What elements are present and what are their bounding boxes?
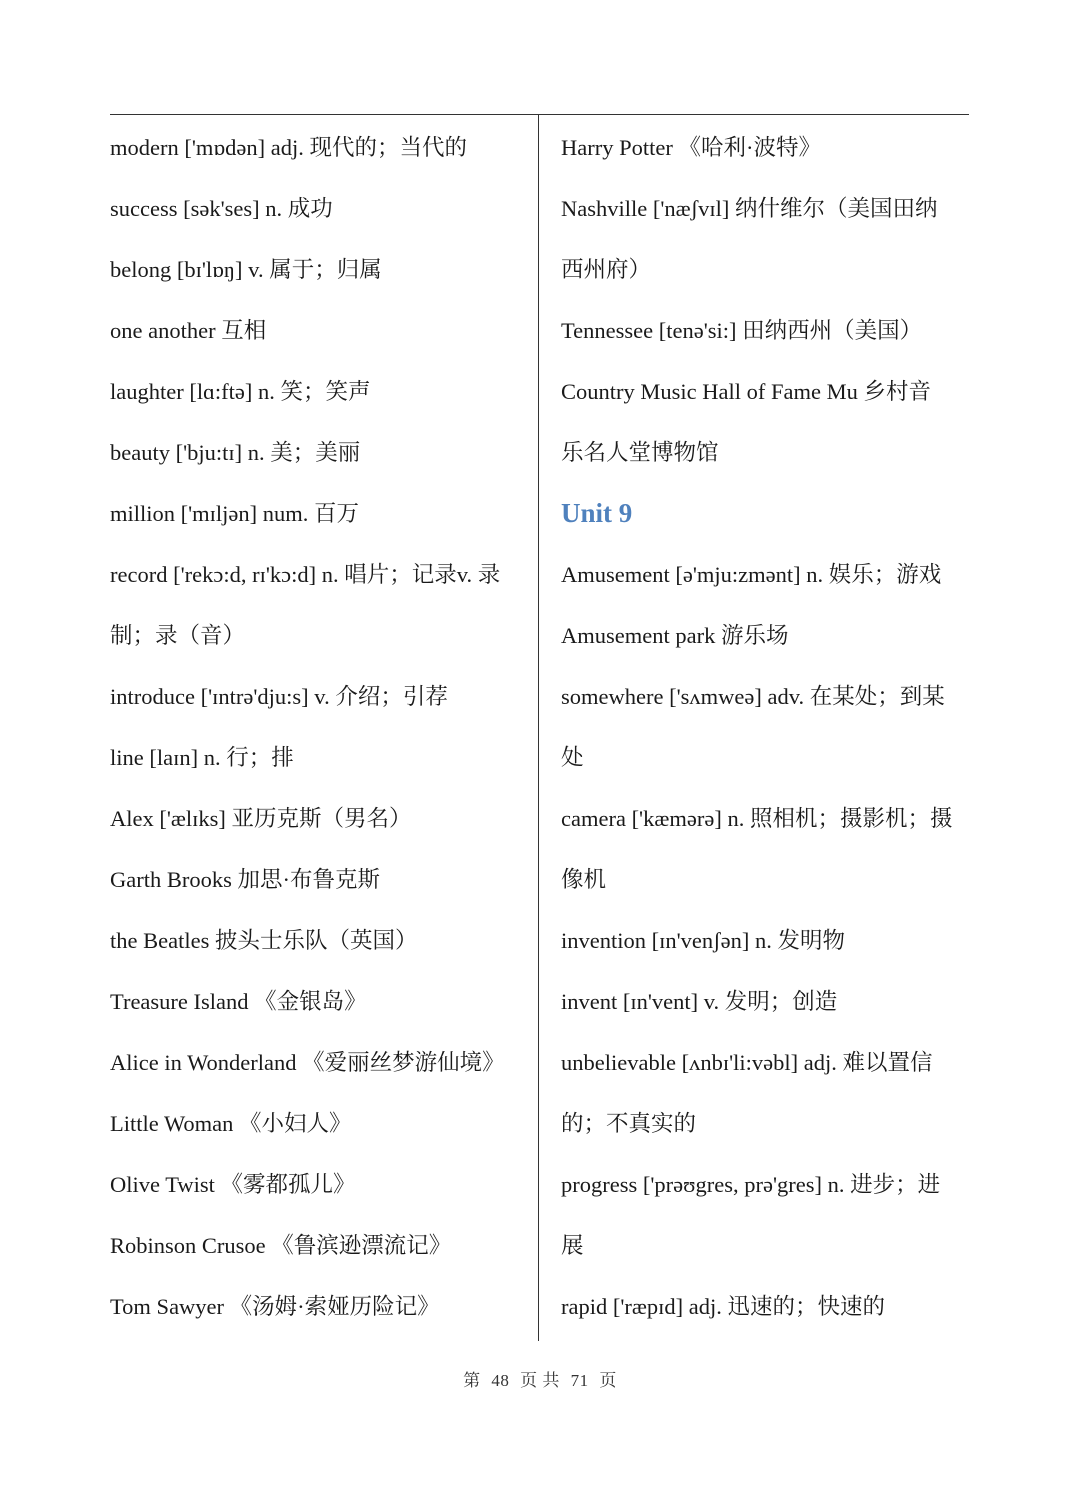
vocab-line: rapid ['ræpɪd] adj. 迅速的；快速的 — [561, 1294, 886, 1319]
vocab-line: Alex ['ælɪks] 亚历克斯（男名） — [110, 806, 412, 831]
left-vocabulary-column — [110, 117, 530, 1337]
footer-suffix: 页 — [599, 1371, 617, 1390]
header-rule — [110, 114, 969, 115]
footer-current-page: 48 — [491, 1371, 510, 1390]
vocab-line: camera ['kæmərə] n. 照相机；摄影机；摄 — [561, 806, 953, 831]
unit-heading: Unit 9 — [561, 498, 633, 528]
vocab-line: 展 — [561, 1233, 584, 1258]
vocab-line: Amusement park 游乐场 — [561, 623, 789, 648]
vocab-line: Country Music Hall of Fame Mu 乡村音 — [561, 379, 931, 404]
vocab-line: Garth Brooks 加思·布鲁克斯 — [110, 867, 380, 892]
page-footer — [0, 1366, 1080, 1391]
right-vocabulary-column — [561, 117, 971, 1337]
vocab-line: Little Woman 《小妇人》 — [110, 1111, 352, 1136]
vocab-line: 处 — [561, 745, 584, 770]
vocab-line: record ['rekɔ:d, rɪ'kɔ:d] n. 唱片；记录v. 录 — [110, 562, 501, 587]
vocab-line: beauty ['bju:tɪ] n. 美；美丽 — [110, 440, 361, 465]
vocab-line: introduce ['ɪntrə'dju:s] v. 介绍；引荐 — [110, 684, 448, 709]
vocab-line: unbelievable [ʌnbɪ'li:vəbl] adj. 难以置信 — [561, 1050, 933, 1075]
vocab-line: 的；不真实的 — [561, 1111, 697, 1136]
vocab-line: invent [ɪn'vent] v. 发明；创造 — [561, 989, 838, 1014]
vocab-line: Harry Potter 《哈利·波特》 — [561, 135, 821, 160]
vocab-line: Tennessee [tenə'si:] 田纳西州（美国） — [561, 318, 923, 343]
column-divider — [538, 115, 539, 1341]
vocab-line: Tom Sawyer 《汤姆·索娅历险记》 — [110, 1294, 440, 1319]
vocab-line: one another 互相 — [110, 318, 267, 343]
vocab-line: 像机 — [561, 867, 607, 892]
vocab-line: Nashville ['næʃvɪl] 纳什维尔（美国田纳 — [561, 196, 938, 221]
vocab-line: Robinson Crusoe 《鲁滨逊漂流记》 — [110, 1233, 452, 1258]
vocab-line: belong [bɪ'lɒŋ] v. 属于；归属 — [110, 257, 382, 282]
vocab-line: Amusement [ə'mju:zmənt] n. 娱乐；游戏 — [561, 562, 942, 587]
vocab-line: somewhere ['sʌmweə] adv. 在某处；到某 — [561, 684, 945, 709]
vocab-line: modern ['mɒdən] adj. 现代的；当代的 — [110, 135, 468, 160]
vocab-line: Alice in Wonderland 《爱丽丝梦游仙境》 — [110, 1050, 505, 1075]
vocab-line: million ['mɪljən] num. 百万 — [110, 501, 360, 526]
footer-prefix: 第 — [463, 1371, 481, 1390]
vocab-line: laughter [lɑ:ftə] n. 笑；笑声 — [110, 379, 371, 404]
vocab-line: line [laɪn] n. 行；排 — [110, 745, 294, 770]
vocab-line: 制；录（音） — [110, 623, 246, 648]
vocab-line: success [sək'ses] n. 成功 — [110, 196, 333, 221]
vocab-line: progress ['prəʊgres, prə'gres] n. 进步；进 — [561, 1172, 941, 1197]
vocab-line: invention [ɪn'venʃən] n. 发明物 — [561, 928, 845, 953]
vocab-line: Olive Twist 《雾都孤儿》 — [110, 1172, 356, 1197]
footer-middle: 页 共 — [520, 1371, 560, 1390]
vocab-line: the Beatles 披头士乐队（英国） — [110, 928, 418, 953]
vocab-line: 西州府） — [561, 257, 652, 282]
vocab-line: 乐名人堂博物馆 — [561, 440, 719, 465]
footer-total-pages: 71 — [570, 1371, 589, 1390]
vocab-line: Treasure Island 《金银岛》 — [110, 989, 367, 1014]
